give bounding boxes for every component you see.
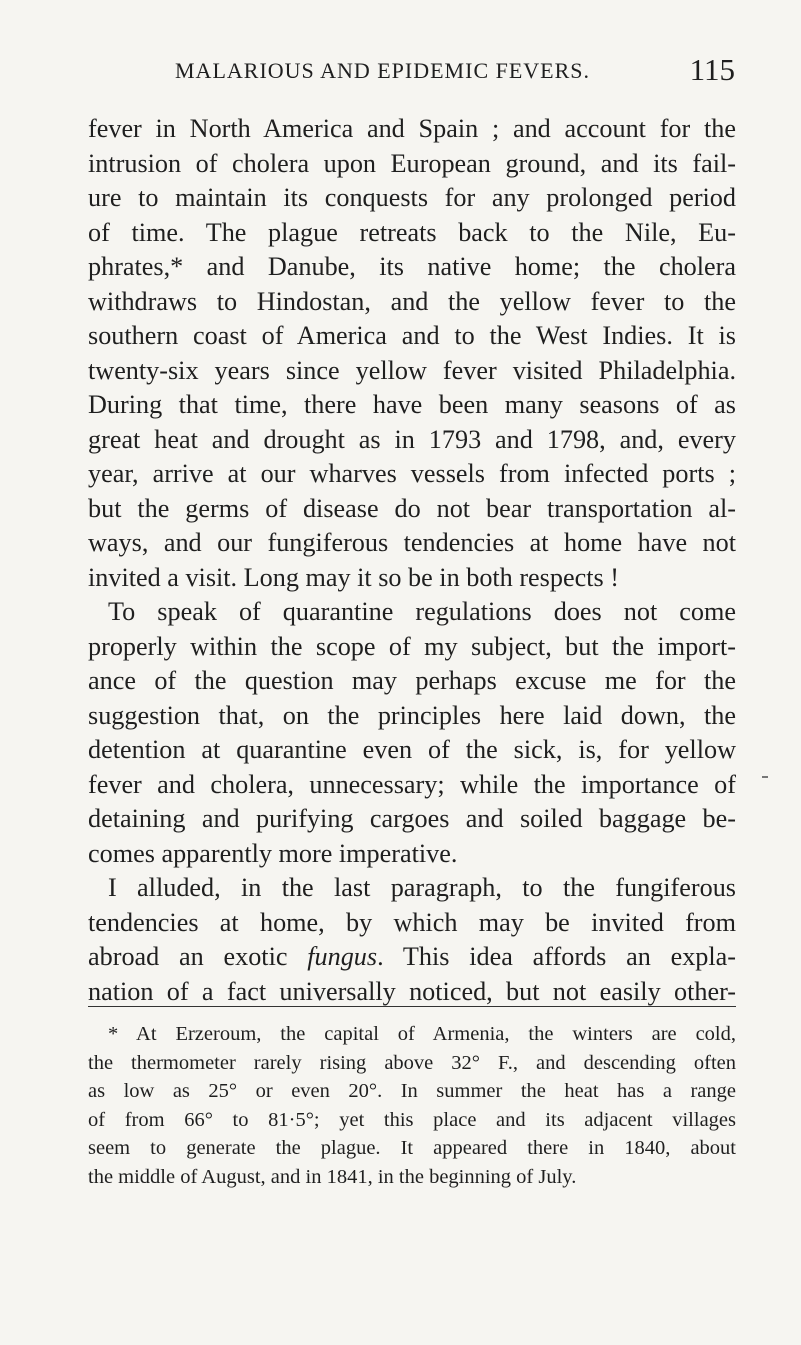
text-line: intrusion of cholera upon European ground, and its fail- [88,148,736,178]
text-line: detaining and purifying cargoes and soiled baggage be- [88,804,736,833]
text-line: ance of the question may perhaps excuse me for the [88,666,736,695]
text-line: year, arrive at our wharves vessels from infected ports ; [88,459,736,488]
footnote-line: as low as 25° or even 20°. In summer the heat has a range [88,1080,736,1102]
text-line: southern coast of America and to the West Indies. It is [88,321,736,350]
footnote-line: the thermometer rarely rising above 32° F., and descending often [88,1051,736,1074]
running-head [175,52,735,87]
text-line: great heat and drought as in 1793 and 1798, and, every [88,424,736,454]
text-line: twenty-six years since yellow fever visited Philadelphia. [88,355,736,385]
text-line: ways, and our fungiferous tendencies at home have not [88,528,736,557]
text-line: nation of a fact universally noticed, but not easily other- [88,976,736,1006]
italic-word: fungus [307,942,378,971]
margin-mark [762,776,768,778]
body-text [88,112,736,1009]
text-line: properly within the scope of my subject, but the import- [88,631,736,661]
text-line: phrates,* and Danube, its native home; the cholera [88,252,736,281]
footnote-line: the middle of August, and in 1841, in the beginning of July. [88,1165,577,1188]
text-line: ure to maintain its conquests for any prolonged period [88,183,736,212]
page-number: 115 [689,52,735,87]
text-line: fever in North America and Spain ; and account for the [88,114,736,143]
text-line: invited a visit. Long may it so be in both respects ! [88,562,619,592]
text-segment: . This idea affords an expla- [377,942,736,971]
text-line: I alluded, in the last paragraph, to the fungiferous [108,873,736,902]
footnote-line: of from 66° to 81·5°; yet this place and its adjacent villages [88,1108,736,1131]
text-line: detention at quarantine even of the sick, is, for yellow [88,735,736,764]
footnote-line: * At Erzeroum, the capital of Armenia, the winters are cold, [108,1023,736,1045]
text-line: To speak of quarantine regulations does not come [108,597,736,626]
text-line: suggestion that, on the principles here laid down, the [88,700,736,730]
text-line: withdraws to Hindostan, and the yellow fever to the [88,286,736,316]
text-line: tendencies at home, by which may be invited from [88,907,736,937]
text-line: fever and cholera, unnecessary; while the importance of [88,769,736,799]
running-title: MALARIOUS AND EPIDEMIC FEVERS. [175,58,591,83]
footnote-rule [88,1006,736,1007]
text-line: of time. The plague retreats back to the Nile, Eu- [88,217,736,247]
text-line-mixed [88,940,736,975]
text-segment: abroad an exotic [88,942,288,971]
text-line: During that time, there have been many seasons of as [88,390,736,419]
footnote [88,1020,736,1191]
text-line: comes apparently more imperative. [88,838,458,868]
footnote-line: seem to generate the plague. It appeared there in 1840, about [88,1137,736,1159]
text-line: but the germs of disease do not bear transportation al- [88,493,736,523]
